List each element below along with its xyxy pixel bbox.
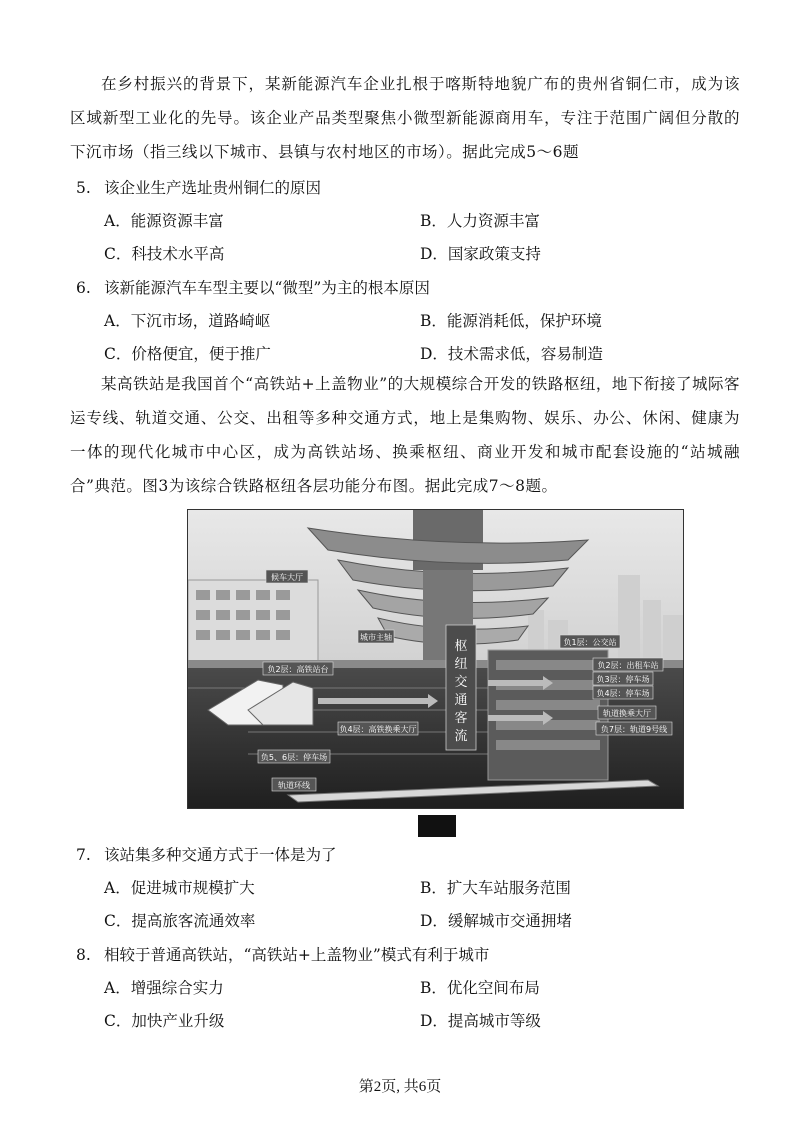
question-8 (76, 943, 489, 967)
option-5b[interactable]: B．人力资源丰富 (420, 212, 540, 230)
option-6c[interactable]: C．价格便宜，便于推广 (104, 345, 271, 363)
label-r-b1: 负1层：公交站 (563, 638, 617, 647)
question-stem: 该站集多种交通方式于一体是为了 (104, 846, 337, 864)
label-r-b2: 负2层：出租车站 (597, 661, 659, 670)
label-b4-transfer: 负4层：高铁换乘大厅 (339, 725, 417, 734)
label-r-b3: 负3层：停车场 (596, 675, 650, 684)
figure-3-hub-cross-section (187, 509, 684, 809)
label-r-b7: 负7层：轨道9号线 (600, 725, 668, 734)
hub-label-3: 交 (454, 675, 468, 690)
hub-label-1: 枢 (454, 639, 468, 654)
figure-caption-redacted (418, 815, 456, 837)
question-stem: 相较于普通高铁站，“高铁站+上盖物业”模式有利于城市 (104, 946, 490, 964)
label-r-b4: 负4层：停车场 (596, 689, 650, 698)
option-5d[interactable]: D．国家政策支持 (420, 245, 541, 263)
page-footer: 第2页, 共6页 (358, 1079, 442, 1095)
option-5a[interactable]: A．能源资源丰富 (104, 212, 224, 230)
option-6d[interactable]: D．技术需求低，容易制造 (420, 345, 603, 363)
question-7 (76, 843, 337, 867)
option-6a[interactable]: A．下沉市场，道路崎岖 (104, 312, 271, 330)
question-number: 6. (76, 279, 91, 297)
label-b56-parking: 负5、6层：停车场 (260, 753, 328, 762)
option-7c[interactable]: C．提高旅客流通效率 (104, 912, 256, 930)
option-7a[interactable]: A．促进城市规模扩大 (104, 879, 255, 897)
option-8d[interactable]: D．提高城市等级 (420, 1012, 541, 1030)
label-b2-platform: 负2层：高铁站台 (267, 665, 329, 674)
hub-label-4: 通 (454, 693, 468, 708)
question-stem: 该新能源汽车车型主要以“微型”为主的根本原因 (104, 279, 430, 297)
question-number: 5. (76, 179, 91, 197)
label-r-transfer: 轨道换乘大厅 (603, 709, 651, 718)
label-city-axis: 城市主轴 (360, 633, 392, 642)
passage-2: 某高铁站是我国首个“高铁站+上盖物业”的大规模综合开发的铁路枢纽，地下衔接了城际客运专线、轨道交通、公交、出租等多种交通方式，地上是集购物、娱乐、办公、休闲、健康为一体的现代化城市中心区，成为高铁站场、换乘枢纽、商业开发和城市配套设施的“站城融合”典范。图3为该综合铁路枢纽各层功能分布图。据此完成7～8题。 (70, 375, 740, 495)
option-6b[interactable]: B．能源消耗低，保护环境 (420, 312, 602, 330)
option-5c[interactable]: C．科技术水平高 (104, 245, 225, 263)
label-waiting-hall: 候车大厅 (271, 573, 303, 582)
hub-label-6: 流 (454, 729, 468, 744)
hub-illustration (188, 510, 683, 808)
left-building (188, 580, 318, 670)
option-8a[interactable]: A．增强综合实力 (104, 979, 224, 997)
option-8c[interactable]: C．加快产业升级 (104, 1012, 225, 1030)
question-5 (76, 176, 321, 200)
option-7b[interactable]: B．扩大车站服务范围 (420, 879, 571, 897)
question-number: 8. (76, 946, 91, 964)
hub-label-5: 客 (454, 711, 468, 726)
question-number: 7. (76, 846, 91, 864)
hub-label-2: 纽 (454, 657, 468, 672)
option-8b[interactable]: B．优化空间布局 (420, 979, 540, 997)
question-stem: 该企业生产选址贵州铜仁的原因 (104, 179, 322, 197)
question-6 (76, 276, 430, 300)
label-rail-ring: 轨道环线 (278, 781, 310, 790)
option-7d[interactable]: D．缓解城市交通拥堵 (420, 912, 572, 930)
passage-1: 在乡村振兴的背景下，某新能源汽车企业扎根于喀斯特地貌广布的贵州省铜仁市，成为该区域新型工业化的先导。该企业产品类型聚焦小微型新能源商用车，专注于范围广阔但分散的下沉市场（指三线以下城市、县镇与农村地区的市场）。据此完成5～6题 (70, 75, 740, 161)
